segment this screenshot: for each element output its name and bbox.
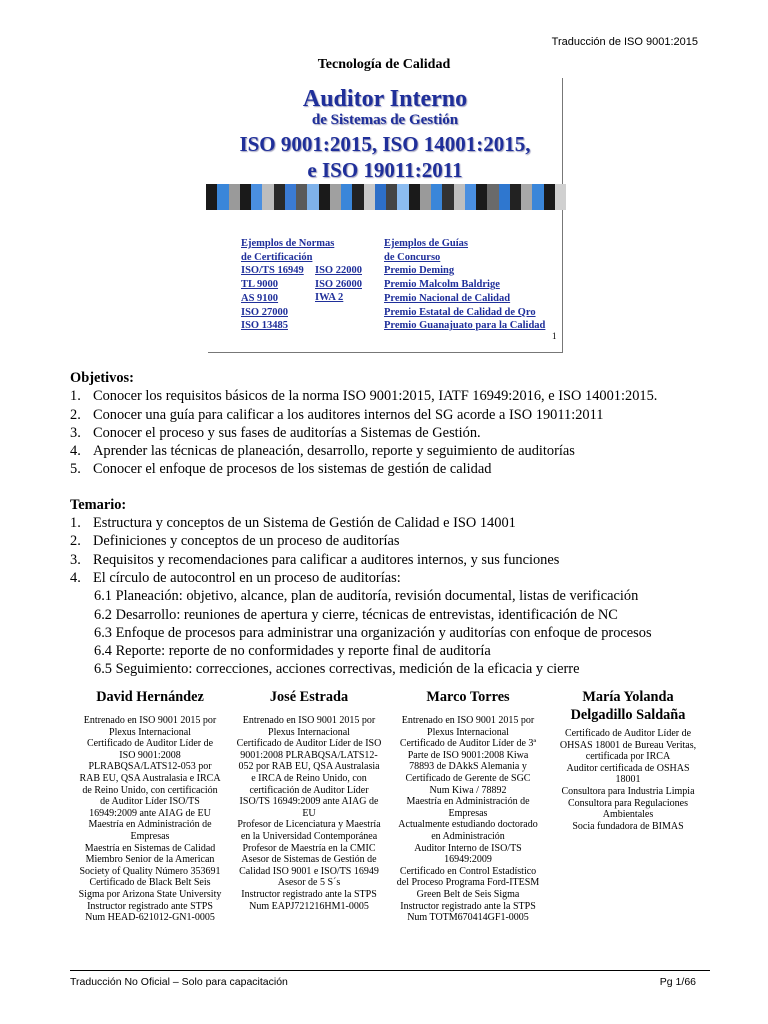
credential-line: Calidad ISO 9001 e ISO/TS 16949 (239, 865, 379, 877)
credential-line: 9001:2008 PLRABQSA/LATS12- (240, 749, 378, 761)
credential-line: EU (302, 807, 316, 819)
slide-list-item: Premio Nacional de Calidad (384, 292, 511, 304)
slide-list-item: ISO 26000 (315, 278, 362, 290)
slide-list-item: de Certificación (241, 251, 313, 263)
slide-list-item: Premio Malcolm Baldrige (384, 279, 500, 291)
objetivo-item (70, 442, 710, 460)
slide-page-number: 1 (552, 331, 557, 341)
objetivo-item (70, 406, 710, 424)
credential-line: de Auditor Líder ISO/TS (100, 796, 200, 808)
slide-subtitle: de Sistemas de Gestión (311, 112, 459, 128)
course-description (70, 369, 710, 679)
credential-line: en la Universidad Contemporánea (240, 830, 378, 842)
credential-line: Asesor de 5 S´s (277, 877, 341, 889)
course-slide-image (208, 78, 563, 353)
list-item-text: Conocer el enfoque de procesos de los sistemas de gestión de calidad (93, 461, 492, 478)
slide-list-item: AS 9100 (241, 292, 279, 304)
slide-list-item: Premio Estatal de Calidad de Qro (384, 306, 536, 318)
credential-line: Socia fundadora de BIMAS (572, 820, 684, 832)
list-item-number: 4. (70, 569, 81, 586)
credential-line: PLRABQSA/LATS12-053 por (88, 761, 212, 773)
slide-list-item: TL 9000 (241, 279, 279, 291)
credential-line: Certificado de Auditor Líder de 3ª (399, 738, 537, 750)
credential-line: 18001 (615, 774, 641, 786)
instructor-name: David Hernández (96, 689, 204, 705)
page-title: Tecnología de Calidad (317, 57, 451, 72)
stripe-segment (521, 184, 532, 210)
list-item-text: Conocer una guía para calificar a los auditores internos del SG acorde a ISO 19011:2011 (93, 406, 604, 423)
stripe-segment (274, 184, 285, 210)
credential-line: Empresas (130, 830, 170, 842)
stripe-segment (251, 184, 262, 210)
credential-line: Consultora para Regulaciones (568, 797, 688, 809)
credential-line: Instructor registrado ante la STPS (400, 900, 536, 912)
slide-list-item: ISO 13485 (241, 320, 288, 332)
credential-line: Instructor registrado ante STPS (87, 900, 213, 912)
credential-line: Maestría en Administración de (406, 796, 530, 808)
credential-line: Miembro Senior de la American (85, 854, 215, 866)
credential-line: ISO 9001:2008 (119, 749, 181, 761)
slide-list-item: ISO/TS 16949 (241, 265, 304, 277)
credential-line: Instructor registrado ante la STPS (241, 888, 377, 900)
stripe-segment (409, 184, 420, 210)
objetivo-item (70, 424, 710, 442)
temario-subitem: 6.2 Desarrollo: reuniones de apertura y cierre, técnicas de entrevistas, identificación de NC (94, 606, 618, 623)
list-item-number: 2. (70, 533, 81, 550)
stripe-segment (375, 184, 386, 210)
credential-line: Plexus Internacional (109, 726, 191, 738)
stripe-segment (319, 184, 330, 210)
temario-list (70, 514, 710, 587)
stripe-segment (364, 184, 375, 210)
credential-line: Profesor de Maestría en la CMIC (242, 842, 376, 854)
credential-line: Ambientales (602, 809, 654, 821)
stripe-segment (341, 184, 352, 210)
temario-heading: Temario: (70, 496, 127, 513)
slide-list-item: de Concurso (384, 251, 441, 263)
credential-line: Maestría en Administración de (88, 819, 212, 831)
instructor-credentials (75, 715, 225, 924)
credential-line: Certificado de Auditor Líder de ISO (236, 738, 382, 750)
credential-line: certificada por IRCA (585, 751, 671, 763)
stripe-segment (431, 184, 442, 210)
list-item-number: 4. (70, 443, 81, 460)
instructor-name: María Yolanda Delgadillo Saldaña (570, 689, 686, 723)
footer-note: Traducción No Oficial – Solo para capacitación (70, 976, 288, 988)
credential-line: Certificado en Control Estadístico (399, 865, 537, 877)
stripe-segment (386, 184, 397, 210)
instructor-card (75, 688, 225, 924)
list-item-number: 1. (70, 388, 81, 405)
temario-item (70, 551, 710, 569)
slide-standards-line-1: ISO 9001:2015, ISO 14001:2015, (239, 132, 531, 156)
objetivo-item (70, 387, 710, 405)
instructor-credentials (393, 715, 543, 924)
credential-line: Entrenado en ISO 9001 2015 por (83, 715, 217, 726)
list-item-text: Definiciones y conceptos de un proceso de auditorías (93, 533, 400, 550)
credential-line: 052 por RAB EU, QSA Australasia (238, 761, 380, 773)
credential-line: e IRCA de Reino Unido, con (251, 772, 367, 784)
instructor-card (234, 688, 384, 912)
instructor-name: Marco Torres (426, 689, 510, 705)
instructor-name: José Estrada (269, 689, 349, 705)
temario-item (70, 569, 710, 587)
stripe-segment (262, 184, 273, 210)
slide-list-item: Premio Deming (384, 265, 455, 277)
credential-line: Actualmente estudiando doctorado (398, 819, 538, 831)
credential-line: Auditor Interno de ISO/TS (414, 842, 522, 854)
credential-line: Green Belt de Seis Sigma (416, 888, 520, 900)
objetivo-item (70, 460, 710, 478)
list-item-number: 2. (70, 406, 81, 423)
credential-line: Profesor de Licenciatura y Maestría (237, 819, 381, 831)
credential-line: Society of Quality Número 353691 (79, 865, 221, 877)
credential-line: 78893 de DAkkS Alemania y (409, 761, 527, 773)
stripe-segment (285, 184, 296, 210)
credential-line: Auditor certificada de OSHAS (566, 762, 690, 774)
credential-line: Sigma por Arizona State University (78, 888, 222, 900)
credential-line: Entrenado en ISO 9001 2015 por (401, 715, 535, 726)
objetivos-heading: Objetivos: (70, 370, 134, 386)
credential-line: Empresas (448, 807, 488, 819)
slide-standards-line-2: e ISO 19011:2011 (307, 158, 463, 182)
credential-line: certificación de Auditor Líder (249, 784, 369, 796)
page-number: Pg 1/66 (659, 976, 696, 988)
credential-line: ISO/TS 16949:2009 ante AIAG de (239, 796, 379, 808)
stripe-segment (544, 184, 555, 210)
instructor-credentials (553, 728, 703, 832)
temario-subitem: 6.4 Reporte: reporte de no conformidades y reporte final de auditoría (94, 643, 491, 660)
credential-line: RAB EU, QSA Australasia e IRCA (79, 772, 221, 784)
temario-item (70, 514, 710, 532)
stripe-segment (476, 184, 487, 210)
list-item-text: Estructura y conceptos de un Sistema de Gestión de Calidad e ISO 14001 (93, 515, 516, 532)
stripe-segment (499, 184, 510, 210)
stripe-segment (240, 184, 251, 210)
temario-subitem: 6.1 Planeación: objetivo, alcance, plan de auditoría, revisión documental, listas de verificación (94, 588, 639, 605)
credential-line: Certificado de Black Belt Seis (89, 877, 211, 889)
credential-line: Certificado de Auditor Líder de (564, 728, 692, 739)
instructor-card (553, 688, 703, 832)
credential-line: Consultora para Industria Limpia (561, 785, 695, 797)
slide-list-item: ISO 27000 (241, 306, 288, 318)
temario-sublist (70, 587, 710, 678)
credential-line: Num TOTM670414GF1-0005 (407, 912, 529, 924)
instructor-credentials (234, 715, 384, 912)
temario-subitem: 6.5 Seguimiento: correcciones, acciones correctivas, medición de la eficacia y cierre (94, 661, 580, 678)
credential-line: Asesor de Sistemas de Gestión de (241, 854, 377, 866)
credential-line: Plexus Internacional (268, 726, 350, 738)
header-document-title: Traducción de ISO 9001:2015 (551, 36, 698, 48)
stripe-segment (442, 184, 453, 210)
credential-line: OHSAS 18001 de Bureau Veritas, (559, 739, 697, 751)
credential-line: 16949:2009 (444, 854, 492, 866)
slide-list-item: ISO 22000 (315, 265, 362, 276)
footer-divider (70, 970, 710, 971)
stripe-segment (465, 184, 476, 210)
instructor-card (393, 688, 543, 924)
stripe-segment (487, 184, 498, 210)
list-item-text: El círculo de autocontrol en un proceso de auditorías: (93, 569, 401, 586)
temario-item (70, 532, 710, 550)
stripe-segment (510, 184, 521, 210)
credential-line: Num EAPJ721216HM1-0005 (249, 900, 369, 912)
credential-line: Entrenado en ISO 9001 2015 por (242, 715, 376, 726)
objetivos-list (70, 387, 710, 478)
credential-line: Parte de ISO 9001:2008 Kiwa (407, 749, 529, 761)
stripe-segment (296, 184, 307, 210)
list-item-text: Conocer los requisitos básicos de la norma ISO 9001:2015, IATF 16949:2016, e ISO 14001:2015. (93, 388, 658, 405)
slide-list-item: IWA 2 (315, 292, 344, 304)
slide-title: Auditor Interno (302, 86, 468, 112)
decorative-color-stripe (206, 184, 566, 210)
stripe-segment (229, 184, 240, 210)
list-item-number: 3. (70, 424, 81, 441)
slide-certification-standards-list-2 (315, 264, 362, 305)
stripe-segment (397, 184, 408, 210)
temario-subitem: 6.3 Enfoque de procesos para administrar una organización y auditorías con enfoque de procesos (94, 624, 652, 641)
credential-line: Maestría en Sistemas de Calidad (84, 842, 216, 854)
stripe-segment (307, 184, 318, 210)
credential-line: Num HEAD-621012-GN1-0005 (85, 912, 215, 924)
list-item-text: Aprender las técnicas de planeación, desarrollo, reporte y seguimiento de auditorías (93, 443, 575, 460)
slide-list-item: Ejemplos de Guías (384, 238, 469, 249)
stripe-segment (555, 184, 566, 210)
list-item-text: Conocer el proceso y sus fases de auditorías a Sistemas de Gestión. (93, 424, 481, 441)
list-item-text: Requisitos y recomendaciones para calificar a auditores internos, y sus funciones (93, 551, 560, 568)
stripe-segment (532, 184, 543, 210)
stripe-segment (206, 184, 217, 210)
slide-list-item: Ejemplos de Normas (241, 238, 335, 249)
slide-list-item: Premio Guanajuato para la Calidad (384, 320, 546, 332)
stripe-segment (330, 184, 341, 210)
credential-line: en Administración (431, 830, 505, 842)
credential-line: Certificado de Auditor Líder de (86, 738, 214, 750)
stripe-segment (454, 184, 465, 210)
credential-line: Certificado de Gerente de SGC (405, 772, 531, 784)
credential-line: 16949:2009 ante AIAG de EU (89, 807, 211, 819)
stripe-segment (352, 184, 363, 210)
stripe-segment (420, 184, 431, 210)
credential-line: Plexus Internacional (427, 726, 509, 738)
credential-line: Num Kiwa / 78892 (429, 784, 507, 796)
list-item-number: 5. (70, 461, 81, 478)
list-item-number: 1. (70, 515, 81, 532)
credential-line: del Proceso Programa Ford-ITESM (396, 877, 540, 889)
list-item-number: 3. (70, 551, 81, 568)
slide-quality-awards-list (384, 237, 545, 333)
credential-line: de Reino Unido, con certificación (82, 784, 218, 796)
stripe-segment (217, 184, 228, 210)
